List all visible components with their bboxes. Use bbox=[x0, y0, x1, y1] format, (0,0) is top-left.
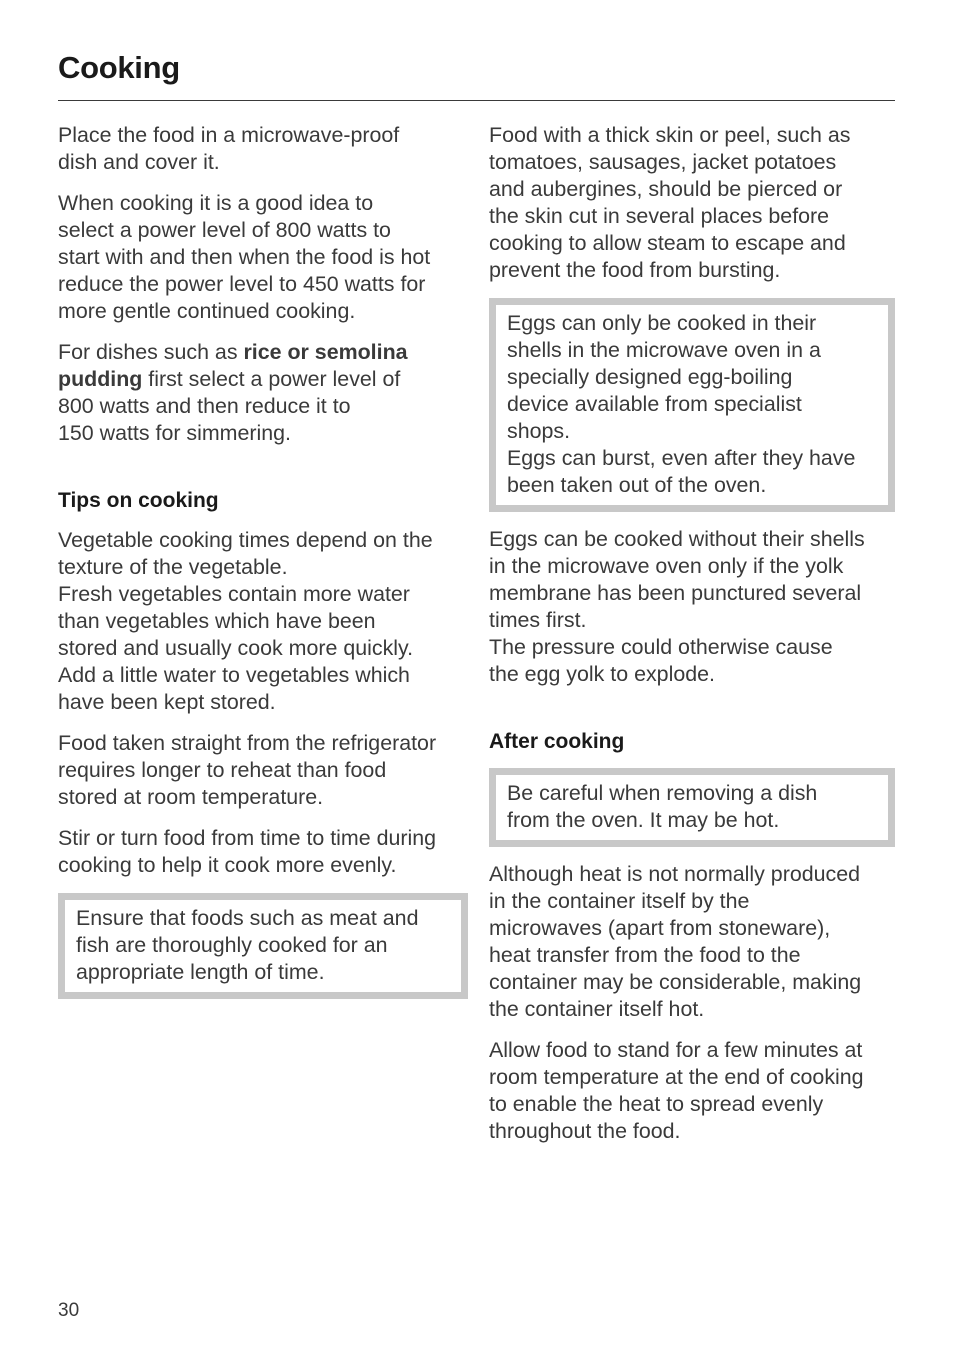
text-line: When cooking it is a good idea to bbox=[58, 191, 374, 215]
text-line: container may be considerable, making bbox=[489, 970, 862, 994]
text-line: reduce the power level to 450 watts for bbox=[58, 272, 426, 296]
text-line: from the oven. It may be hot. bbox=[507, 808, 780, 832]
text-line: membrane has been punctured several bbox=[489, 581, 862, 605]
right-column bbox=[489, 122, 899, 1159]
section-heading-after-cooking: After cooking bbox=[489, 730, 625, 753]
text-line: start with and then when the food is hot bbox=[58, 245, 431, 269]
text-line: Be careful when removing a dish bbox=[507, 781, 818, 805]
text-line: dish and cover it. bbox=[58, 150, 220, 174]
text-line: and aubergines, should be pierced or bbox=[489, 177, 843, 201]
paragraph-eggs-without-shells bbox=[489, 526, 899, 688]
text-line: Food taken straight from the refrigerator bbox=[58, 731, 437, 755]
warning-box-eggs bbox=[489, 298, 895, 512]
text-line: the egg yolk to explode. bbox=[489, 662, 715, 686]
text-line: Place the food in a microwave-proof bbox=[58, 123, 400, 147]
text-line: throughout the food. bbox=[489, 1119, 681, 1143]
text-line: the skin cut in several places before bbox=[489, 204, 830, 228]
text-line: Eggs can be cooked without their shells bbox=[489, 527, 865, 551]
paragraph-place-food bbox=[58, 122, 466, 176]
text-line: the container itself hot. bbox=[489, 997, 705, 1021]
text-line: Fresh vegetables contain more water bbox=[58, 582, 410, 606]
text-line: cooking to allow steam to escape and bbox=[489, 231, 846, 255]
text-line bbox=[58, 366, 466, 393]
text-line: appropriate length of time. bbox=[76, 960, 325, 984]
text-line: Eggs can only be cooked in their bbox=[507, 311, 817, 335]
text-line: texture of the vegetable. bbox=[58, 555, 288, 579]
text-line: Allow food to stand for a few minutes at bbox=[489, 1038, 863, 1062]
section-heading-tips: Tips on cooking bbox=[58, 489, 219, 512]
text-line: to enable the heat to spread evenly bbox=[489, 1092, 824, 1116]
text-line: Ensure that foods such as meat and bbox=[76, 906, 419, 930]
text-line: Food with a thick skin or peel, such as bbox=[489, 123, 851, 147]
text-line: specially designed egg-boiling bbox=[507, 365, 793, 389]
text-line: times first. bbox=[489, 608, 587, 632]
text-line: Although heat is not normally produced bbox=[489, 862, 861, 886]
text-line: room temperature at the end of cooking bbox=[489, 1065, 864, 1089]
text-line: 150 watts for simmering. bbox=[58, 421, 291, 445]
page-title: Cooking bbox=[58, 50, 180, 85]
text-line: stored at room temperature. bbox=[58, 785, 324, 809]
text-line: requires longer to reheat than food bbox=[58, 758, 387, 782]
text-line: Add a little water to vegetables which bbox=[58, 663, 410, 687]
paragraph-stir bbox=[58, 825, 466, 879]
paragraph-vegetables bbox=[58, 527, 466, 716]
paragraph-standing-time bbox=[489, 1037, 899, 1145]
paragraph-refrigerator bbox=[58, 730, 466, 811]
text-line: in the container itself by the bbox=[489, 889, 750, 913]
text-line: Vegetable cooking times depend on the bbox=[58, 528, 433, 552]
paragraph-power-level bbox=[58, 190, 466, 325]
text-line: device available from specialist bbox=[507, 392, 802, 416]
text-line: select a power level of 800 watts to bbox=[58, 218, 391, 242]
text-line: have been kept stored. bbox=[58, 690, 276, 714]
title-divider bbox=[58, 100, 895, 101]
text-line: prevent the food from bursting. bbox=[489, 258, 781, 282]
text-line: 800 watts and then reduce it to bbox=[58, 394, 351, 418]
text-line: shells in the microwave oven in a bbox=[507, 338, 821, 362]
text-line: cooking to help it cook more evenly. bbox=[58, 853, 397, 877]
text-fragment: For dishes such as bbox=[58, 340, 244, 364]
text-line: than vegetables which have been bbox=[58, 609, 376, 633]
text-line: heat transfer from the food to the bbox=[489, 943, 801, 967]
text-line: fish are thoroughly cooked for an bbox=[76, 933, 388, 957]
page-number: 30 bbox=[58, 1300, 80, 1321]
warning-box-hot-dish bbox=[489, 768, 895, 847]
warning-box-meat-fish bbox=[58, 893, 468, 999]
text-line: been taken out of the oven. bbox=[507, 473, 767, 497]
text-line: Eggs can burst, even after they have bbox=[507, 446, 856, 470]
text-line: microwaves (apart from stoneware), bbox=[489, 916, 831, 940]
text-line: more gentle continued cooking. bbox=[58, 299, 356, 323]
paragraph-rice-pudding bbox=[58, 339, 466, 447]
bold-term: pudding bbox=[58, 367, 143, 391]
text-line: stored and usually cook more quickly. bbox=[58, 636, 414, 660]
bold-term: rice or semolina bbox=[243, 340, 408, 364]
left-column bbox=[58, 122, 466, 1013]
text-line bbox=[58, 339, 466, 366]
text-line: tomatoes, sausages, jacket potatoes bbox=[489, 150, 837, 174]
text-line: shops. bbox=[507, 419, 571, 443]
text-line: The pressure could otherwise cause bbox=[489, 635, 833, 659]
paragraph-heat-transfer bbox=[489, 861, 899, 1023]
text-line: in the microwave oven only if the yolk bbox=[489, 554, 844, 578]
text-fragment: first select a power level of bbox=[142, 367, 401, 391]
paragraph-thick-skin bbox=[489, 122, 899, 284]
text-line: Stir or turn food from time to time during bbox=[58, 826, 437, 850]
